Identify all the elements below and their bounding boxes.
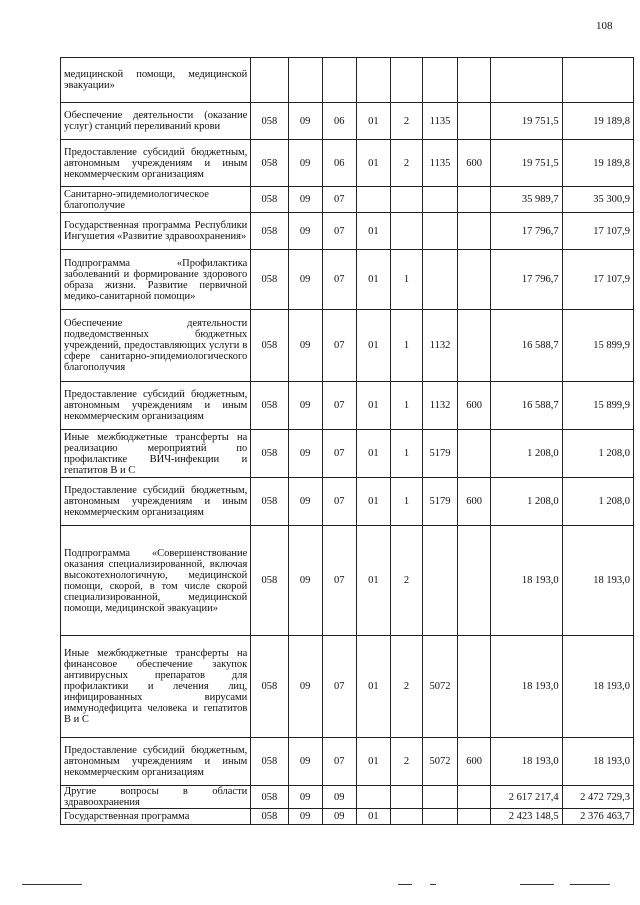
row-name-cell: Государственная программа	[61, 809, 251, 825]
expense-type-cell	[458, 213, 491, 250]
target-article-cell: 5072	[422, 636, 457, 738]
razdel-cell: 09	[288, 382, 322, 430]
razdel-cell	[288, 58, 322, 103]
table-row	[61, 786, 634, 809]
row-name-cell: Обеспечение деятельности (оказание услуг) станций переливаний крови	[61, 103, 251, 140]
ved-cell: 058	[251, 478, 288, 526]
row-name-cell: Другие вопросы в области здравоохранения	[61, 786, 251, 809]
ved-cell	[251, 58, 288, 103]
target-article-cell: 1132	[422, 310, 457, 382]
amount-year2-cell: 15 899,9	[562, 310, 633, 382]
subprogram-cell: 1	[390, 310, 422, 382]
amount-year2-cell: 1 208,0	[562, 430, 633, 478]
amount-year1-cell: 18 193,0	[491, 738, 562, 786]
razdel-cell: 09	[288, 430, 322, 478]
amount-year1-cell: 17 796,7	[491, 213, 562, 250]
amount-year1-cell: 16 588,7	[491, 310, 562, 382]
target-article-cell: 1132	[422, 382, 457, 430]
row-name-cell: Санитарно-эпидемиологическое благополучие	[61, 187, 251, 213]
podrazdel-cell: 07	[322, 738, 356, 786]
amount-year2-cell: 19 189,8	[562, 103, 633, 140]
razdel-cell: 09	[288, 526, 322, 636]
target-program-cell: 01	[356, 213, 390, 250]
ved-cell: 058	[251, 213, 288, 250]
row-name-cell: Государственная программа Республики Ингушетия «Развитие здравоохранения»	[61, 213, 251, 250]
target-article-cell: 1135	[422, 140, 457, 187]
expense-type-cell: 600	[458, 478, 491, 526]
target-article-cell: 1135	[422, 103, 457, 140]
row-name-cell: Обеспечение деятельности подведомственных бюджетных учреждений, предоставляющих услуги в сфере санитарно-эпидемиологического благополучия	[61, 310, 251, 382]
expense-type-cell	[458, 636, 491, 738]
subprogram-cell	[390, 809, 422, 825]
subprogram-cell: 2	[390, 103, 422, 140]
row-name-cell: Иные межбюджетные трансферты на финансовое обеспечение закупок антивирусных препаратов для профилактики и лечения лиц, инфицированных вирусами иммунодефицита человека и гепатитов В и С	[61, 636, 251, 738]
podrazdel-cell: 06	[322, 140, 356, 187]
expense-type-cell	[458, 58, 491, 103]
target-program-cell	[356, 58, 390, 103]
podrazdel-cell: 07	[322, 636, 356, 738]
ved-cell: 058	[251, 526, 288, 636]
target-program-cell: 01	[356, 250, 390, 310]
amount-year1-cell: 19 751,5	[491, 140, 562, 187]
table-row	[61, 58, 634, 103]
amount-year2-cell: 18 193,0	[562, 636, 633, 738]
target-program-cell: 01	[356, 103, 390, 140]
target-program-cell: 01	[356, 478, 390, 526]
expense-type-cell: 600	[458, 382, 491, 430]
expense-type-cell	[458, 250, 491, 310]
target-article-cell: 5179	[422, 430, 457, 478]
target-program-cell: 01	[356, 382, 390, 430]
razdel-cell: 09	[288, 786, 322, 809]
subprogram-cell: 2	[390, 738, 422, 786]
footer-rule	[570, 884, 610, 885]
budget-table	[60, 57, 634, 825]
amount-year1-cell: 19 751,5	[491, 103, 562, 140]
page-number: 108	[596, 20, 613, 32]
row-name-cell: Предоставление субсидий бюджетным, автономным учреждениям и иным некоммерческим организациям	[61, 382, 251, 430]
row-name-cell: Подпрограмма «Совершенствование оказания специализированной, включая высокотехнологичную, медицинской помощи, скорой, в том числе скорой специализированной, медицинской помощи, медицинской эвакуации»	[61, 526, 251, 636]
table-row	[61, 310, 634, 382]
subprogram-cell: 1	[390, 430, 422, 478]
expense-type-cell	[458, 310, 491, 382]
ved-cell: 058	[251, 636, 288, 738]
amount-year1-cell: 1 208,0	[491, 430, 562, 478]
ved-cell: 058	[251, 103, 288, 140]
target-article-cell: 5072	[422, 738, 457, 786]
amount-year2-cell: 18 193,0	[562, 526, 633, 636]
ved-cell: 058	[251, 809, 288, 825]
subprogram-cell: 2	[390, 636, 422, 738]
row-name-cell: медицинской помощи, медицинской эвакуации»	[61, 58, 251, 103]
razdel-cell: 09	[288, 310, 322, 382]
target-article-cell	[422, 213, 457, 250]
expense-type-cell	[458, 786, 491, 809]
subprogram-cell: 1	[390, 478, 422, 526]
target-article-cell	[422, 809, 457, 825]
subprogram-cell	[390, 58, 422, 103]
podrazdel-cell: 06	[322, 103, 356, 140]
target-program-cell: 01	[356, 809, 390, 825]
row-name-cell: Предоставление субсидий бюджетным, автономным учреждениям и иным некоммерческим организациям	[61, 478, 251, 526]
razdel-cell: 09	[288, 140, 322, 187]
expense-type-cell	[458, 809, 491, 825]
podrazdel-cell: 07	[322, 213, 356, 250]
row-name-cell: Подпрограмма «Профилактика заболеваний и формирование здорового образа жизни. Развитие первичной медико-санитарной помощи»	[61, 250, 251, 310]
table-row	[61, 738, 634, 786]
table-row	[61, 250, 634, 310]
razdel-cell: 09	[288, 738, 322, 786]
table-row	[61, 213, 634, 250]
ved-cell: 058	[251, 382, 288, 430]
target-program-cell: 01	[356, 526, 390, 636]
amount-year2-cell: 19 189,8	[562, 140, 633, 187]
target-article-cell	[422, 187, 457, 213]
podrazdel-cell: 07	[322, 187, 356, 213]
footer-rule	[520, 884, 554, 885]
podrazdel-cell: 07	[322, 250, 356, 310]
ved-cell: 058	[251, 786, 288, 809]
razdel-cell: 09	[288, 103, 322, 140]
table-row	[61, 478, 634, 526]
subprogram-cell: 2	[390, 526, 422, 636]
table-row	[61, 382, 634, 430]
amount-year1-cell: 2 423 148,5	[491, 809, 562, 825]
podrazdel-cell: 07	[322, 430, 356, 478]
footer-rule	[430, 884, 436, 885]
table-row	[61, 526, 634, 636]
razdel-cell: 09	[288, 478, 322, 526]
amount-year1-cell: 17 796,7	[491, 250, 562, 310]
subprogram-cell: 1	[390, 250, 422, 310]
amount-year1-cell: 18 193,0	[491, 526, 562, 636]
row-name-cell: Предоставление субсидий бюджетным, автономным учреждениям и иным некоммерческим организациям	[61, 140, 251, 187]
table-row	[61, 103, 634, 140]
razdel-cell: 09	[288, 187, 322, 213]
target-program-cell	[356, 786, 390, 809]
target-article-cell	[422, 786, 457, 809]
razdel-cell: 09	[288, 213, 322, 250]
razdel-cell: 09	[288, 809, 322, 825]
amount-year2-cell: 2 472 729,3	[562, 786, 633, 809]
podrazdel-cell: 07	[322, 382, 356, 430]
subprogram-cell	[390, 187, 422, 213]
expense-type-cell	[458, 526, 491, 636]
amount-year2-cell: 18 193,0	[562, 738, 633, 786]
table-row	[61, 636, 634, 738]
ved-cell: 058	[251, 250, 288, 310]
expense-type-cell: 600	[458, 140, 491, 187]
podrazdel-cell	[322, 58, 356, 103]
amount-year2-cell	[562, 58, 633, 103]
podrazdel-cell: 09	[322, 809, 356, 825]
subprogram-cell	[390, 786, 422, 809]
amount-year1-cell: 18 193,0	[491, 636, 562, 738]
podrazdel-cell: 07	[322, 478, 356, 526]
target-article-cell	[422, 58, 457, 103]
target-article-cell: 5179	[422, 478, 457, 526]
amount-year1-cell: 35 989,7	[491, 187, 562, 213]
amount-year2-cell: 35 300,9	[562, 187, 633, 213]
podrazdel-cell: 07	[322, 310, 356, 382]
ved-cell: 058	[251, 430, 288, 478]
amount-year2-cell: 17 107,9	[562, 213, 633, 250]
expense-type-cell: 600	[458, 738, 491, 786]
amount-year1-cell: 2 617 217,4	[491, 786, 562, 809]
razdel-cell: 09	[288, 250, 322, 310]
target-program-cell: 01	[356, 430, 390, 478]
target-article-cell	[422, 526, 457, 636]
table-row	[61, 187, 634, 213]
target-program-cell: 01	[356, 310, 390, 382]
table-row	[61, 809, 634, 825]
ved-cell: 058	[251, 310, 288, 382]
row-name-cell: Предоставление субсидий бюджетным, автономным учреждениям и иным некоммерческим организациям	[61, 738, 251, 786]
amount-year1-cell: 16 588,7	[491, 382, 562, 430]
amount-year2-cell: 2 376 463,7	[562, 809, 633, 825]
amount-year2-cell: 17 107,9	[562, 250, 633, 310]
amount-year1-cell	[491, 58, 562, 103]
subprogram-cell	[390, 213, 422, 250]
expense-type-cell	[458, 430, 491, 478]
ved-cell: 058	[251, 140, 288, 187]
target-program-cell: 01	[356, 636, 390, 738]
footer-rule	[22, 884, 82, 885]
footer-rule	[398, 884, 412, 885]
expense-type-cell	[458, 103, 491, 140]
subprogram-cell: 1	[390, 382, 422, 430]
ved-cell: 058	[251, 738, 288, 786]
amount-year1-cell: 1 208,0	[491, 478, 562, 526]
table-row	[61, 140, 634, 187]
razdel-cell: 09	[288, 636, 322, 738]
amount-year2-cell: 1 208,0	[562, 478, 633, 526]
subprogram-cell: 2	[390, 140, 422, 187]
target-program-cell: 01	[356, 738, 390, 786]
ved-cell: 058	[251, 187, 288, 213]
target-program-cell	[356, 187, 390, 213]
target-program-cell: 01	[356, 140, 390, 187]
target-article-cell	[422, 250, 457, 310]
expense-type-cell	[458, 187, 491, 213]
podrazdel-cell: 09	[322, 786, 356, 809]
row-name-cell: Иные межбюджетные трансферты на реализацию мероприятий по профилактике ВИЧ-инфекции и гепатитов В и С	[61, 430, 251, 478]
podrazdel-cell: 07	[322, 526, 356, 636]
amount-year2-cell: 15 899,9	[562, 382, 633, 430]
table-row	[61, 430, 634, 478]
